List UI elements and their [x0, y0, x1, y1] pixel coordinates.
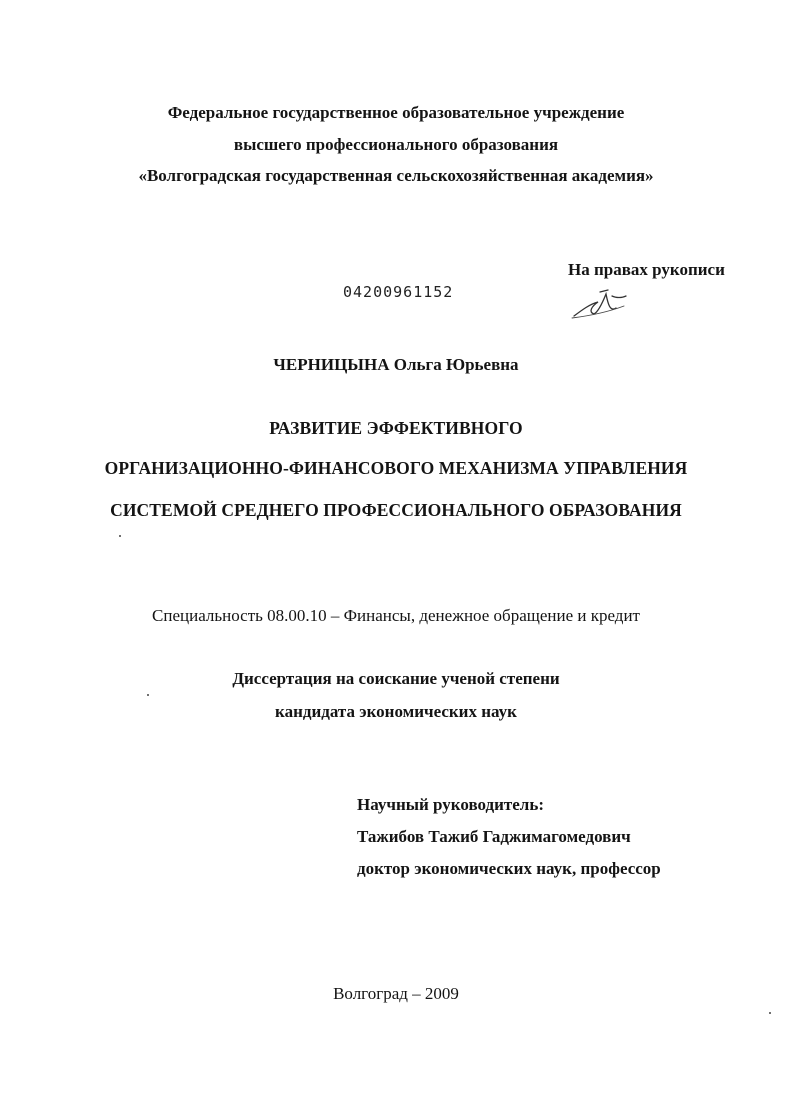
scan-speck — [119, 535, 121, 537]
institution-line-3: «Волгоградская государственная сельскохозяйственная академия» — [138, 166, 654, 185]
title-line-1: РАЗВИТИЕ ЭФФЕКТИВНОГО — [269, 418, 523, 438]
supervisor-degree: доктор экономических наук, профессор — [357, 859, 661, 878]
signature-mark — [568, 286, 632, 322]
scan-speck — [147, 694, 149, 696]
dissertation-line-2: кандидата экономических наук — [275, 702, 517, 721]
serial-number: 04200961152 — [343, 283, 454, 301]
scan-speck — [769, 1012, 771, 1014]
manuscript-note: На правах рукописи — [568, 260, 725, 279]
author-name: ЧЕРНИЦЫНА Ольга Юрьевна — [273, 355, 519, 374]
institution-line-2: высшего профессионального образования — [233, 135, 559, 154]
institution-line-1: Федеральное государственное образовательное учреждение — [167, 103, 625, 122]
supervisor-name: Тажибов Тажиб Гаджимагомедович — [357, 827, 631, 846]
specialty: Специальность 08.00.10 – Финансы, денежное обращение и кредит — [152, 606, 640, 625]
dissertation-line-1: Диссертация на соискание ученой степени — [232, 669, 560, 688]
supervisor-label: Научный руководитель: — [357, 795, 544, 814]
title-line-3: СИСТЕМОЙ СРЕДНЕГО ПРОФЕССИОНАЛЬНОГО ОБРАЗОВАНИЯ — [110, 500, 682, 520]
place-year: Волгоград – 2009 — [333, 984, 459, 1003]
title-line-2: ОРГАНИЗАЦИОННО-ФИНАНСОВОГО МЕХАНИЗМА УПРАВЛЕНИЯ — [104, 458, 688, 478]
